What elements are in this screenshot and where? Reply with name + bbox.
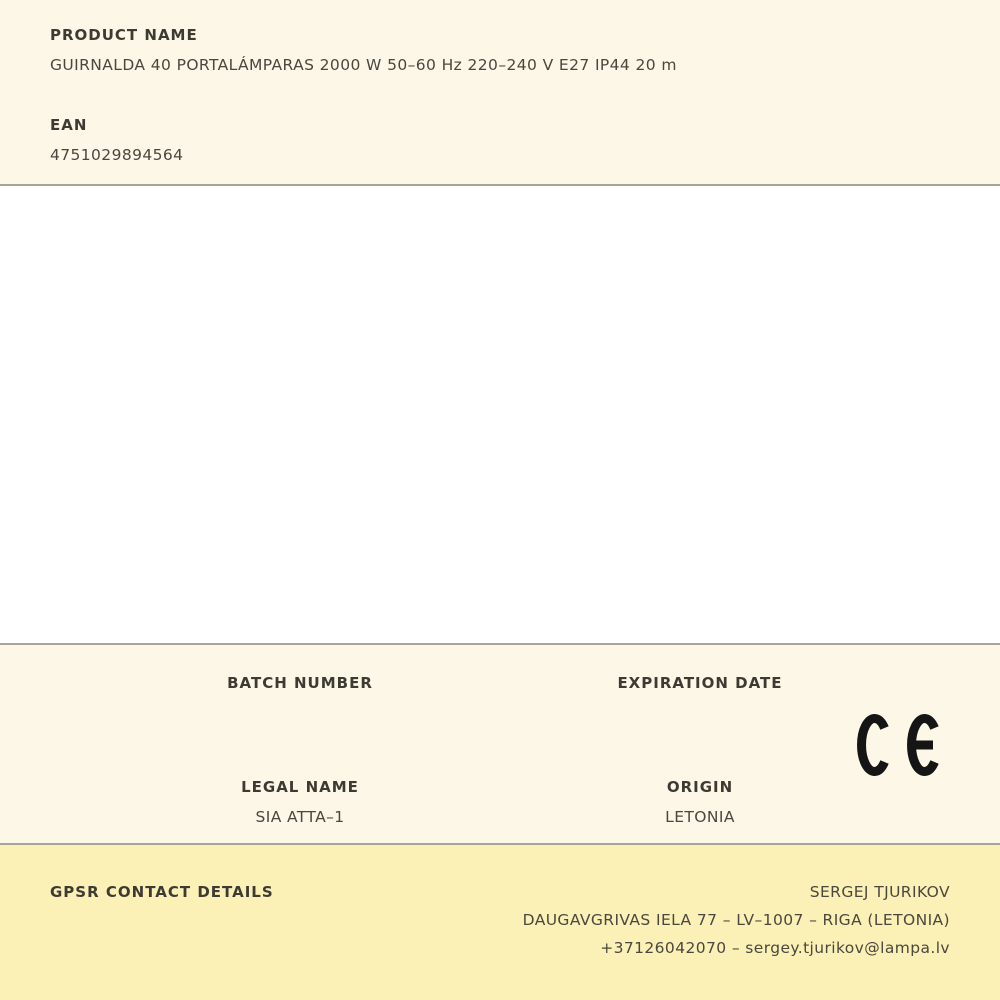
origin-field xyxy=(500,779,900,825)
expiration-date-label: EXPIRATION DATE xyxy=(617,674,783,692)
product-image-placeholder xyxy=(0,186,1000,645)
details-grid xyxy=(100,645,900,825)
product-name-value: GUIRNALDA 40 PORTALÁMPARAS 2000 W 50–60 Hz 220–240 V E27 IP44 20 m xyxy=(50,56,677,74)
gpsr-contact-label: GPSR CONTACT DETAILS xyxy=(50,883,274,901)
origin-label: ORIGIN xyxy=(666,778,734,796)
legal-name-label: LEGAL NAME xyxy=(241,778,359,796)
legal-name-value: SIA ATTA–1 xyxy=(255,808,345,826)
product-section xyxy=(0,0,1000,186)
ean-value: 4751029894564 xyxy=(50,146,184,164)
contact-section xyxy=(0,845,1000,1000)
contact-name: SERGEJ TJURIKOV xyxy=(809,883,950,901)
ce-mark-icon xyxy=(857,714,943,776)
contact-phone-email: +37126042070 – sergey.tjurikov@lampa.lv xyxy=(600,939,950,957)
details-section xyxy=(0,645,1000,845)
expiration-date-field xyxy=(500,675,900,705)
contact-block xyxy=(523,884,950,956)
batch-number-label: BATCH NUMBER xyxy=(227,674,373,692)
legal-name-field xyxy=(100,779,500,825)
contact-address: DAUGAVGRIVAS IELA 77 – LV–1007 – RIGA (LETONIA) xyxy=(522,911,950,929)
product-name-label: PRODUCT NAME xyxy=(50,26,198,44)
ean-label: EAN xyxy=(50,116,88,134)
origin-value: LETONIA xyxy=(665,808,735,826)
batch-number-field xyxy=(100,675,500,705)
